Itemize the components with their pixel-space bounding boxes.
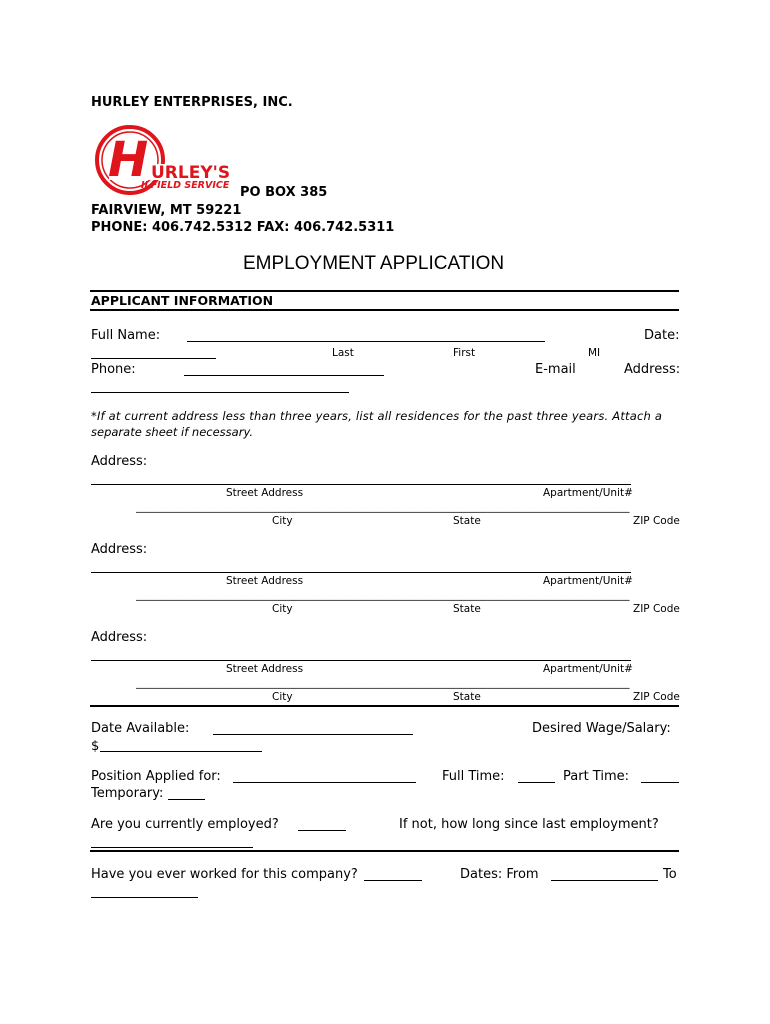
part-time-field[interactable]	[641, 782, 679, 783]
date-field[interactable]	[91, 358, 216, 359]
state-caption: State	[453, 603, 481, 615]
currently-employed-label: Are you currently employed?	[91, 817, 279, 832]
dates-from-field[interactable]	[551, 880, 658, 881]
dates-to-field[interactable]	[91, 897, 198, 898]
full-name-field[interactable]	[187, 341, 545, 342]
date-available-label: Date Available:	[91, 721, 190, 736]
city-state-zip-field[interactable]: ______________________________________________________________________________________________	[136, 501, 630, 513]
date-available-field[interactable]	[213, 734, 413, 735]
address-section-divider	[90, 705, 679, 707]
state-caption: State	[453, 515, 481, 527]
to-label: To	[663, 867, 677, 882]
logo-sub-text: ILFIELD SERVICE	[141, 180, 230, 191]
logo-main-text: URLEY'S	[151, 163, 231, 183]
po-box: PO BOX 385	[240, 185, 328, 200]
residence-note-line2: separate sheet if necessary.	[91, 425, 254, 439]
street-address-caption: Street Address	[226, 663, 304, 675]
city-caption: City	[272, 603, 293, 615]
contact-line: PHONE: 406.742.5312 FAX: 406.742.5311	[91, 220, 395, 235]
city-caption: City	[272, 691, 293, 703]
logo-letter: H	[108, 132, 149, 188]
email-address-label: Address:	[624, 362, 681, 377]
part-time-label: Part Time:	[563, 769, 629, 784]
desired-wage-field[interactable]	[100, 751, 262, 752]
temporary-label: Temporary:	[91, 786, 164, 801]
email-field[interactable]	[91, 392, 349, 393]
phone-label: Phone:	[91, 362, 136, 377]
address-label: Address:	[91, 454, 148, 469]
section-divider	[90, 309, 679, 311]
currently-employed-field[interactable]	[298, 830, 346, 831]
phone-field[interactable]	[184, 375, 384, 376]
position-label: Position Applied for:	[91, 769, 221, 784]
company-name: HURLEY ENTERPRISES, INC.	[91, 95, 293, 110]
name-sub-last: Last	[332, 347, 354, 359]
date-label: Date:	[644, 328, 680, 343]
name-sub-first: First	[453, 347, 476, 359]
apartment-caption: Apartment/Unit#	[543, 663, 633, 675]
state-caption: State	[453, 691, 481, 703]
residence-note: *If at current address less than three years, list all residences for the past three years. Attach a	[91, 409, 663, 423]
city-state-zip-field[interactable]: ______________________________________________________________________________________________	[136, 677, 630, 689]
zip-caption: ZIP Code	[633, 691, 680, 703]
city-line: FAIRVIEW, MT 59221	[91, 203, 242, 218]
position-field[interactable]	[233, 782, 416, 783]
name-sub-mi: MI	[588, 347, 601, 359]
worked-before-label: Have you ever worked for this company?	[91, 867, 358, 882]
form-title: EMPLOYMENT APPLICATION	[243, 253, 505, 274]
email-label: E-mail	[535, 362, 576, 377]
apartment-caption: Apartment/Unit#	[543, 487, 633, 499]
section-applicant-heading: APPLICANT INFORMATION	[91, 293, 274, 308]
street-address-caption: Street Address	[226, 575, 304, 587]
full-time-label: Full Time:	[442, 769, 505, 784]
employment-divider	[90, 850, 679, 852]
dollar-sign: $	[91, 739, 100, 754]
street-address-field[interactable]	[91, 484, 631, 485]
desired-wage-label: Desired Wage/Salary:	[532, 721, 671, 736]
full-name-label: Full Name:	[91, 328, 161, 343]
city-state-zip-field[interactable]: ______________________________________________________________________________________________	[136, 589, 630, 601]
worked-before-field[interactable]	[364, 880, 422, 881]
apartment-caption: Apartment/Unit#	[543, 575, 633, 587]
full-time-field[interactable]	[518, 782, 555, 783]
street-address-field[interactable]	[91, 660, 631, 661]
time-since-employment-field[interactable]	[91, 847, 253, 848]
company-logo	[94, 124, 244, 196]
dates-from-label: Dates: From	[460, 867, 539, 882]
if-not-label: If not, how long since last employment?	[399, 817, 659, 832]
address-label: Address:	[91, 542, 148, 557]
temporary-field[interactable]	[168, 799, 205, 800]
zip-caption: ZIP Code	[633, 515, 680, 527]
zip-caption: ZIP Code	[633, 603, 680, 615]
address-label: Address:	[91, 630, 148, 645]
street-address-caption: Street Address	[226, 487, 304, 499]
city-caption: City	[272, 515, 293, 527]
logo-graphic	[94, 124, 244, 196]
street-address-field[interactable]	[91, 572, 631, 573]
title-divider	[90, 290, 679, 292]
